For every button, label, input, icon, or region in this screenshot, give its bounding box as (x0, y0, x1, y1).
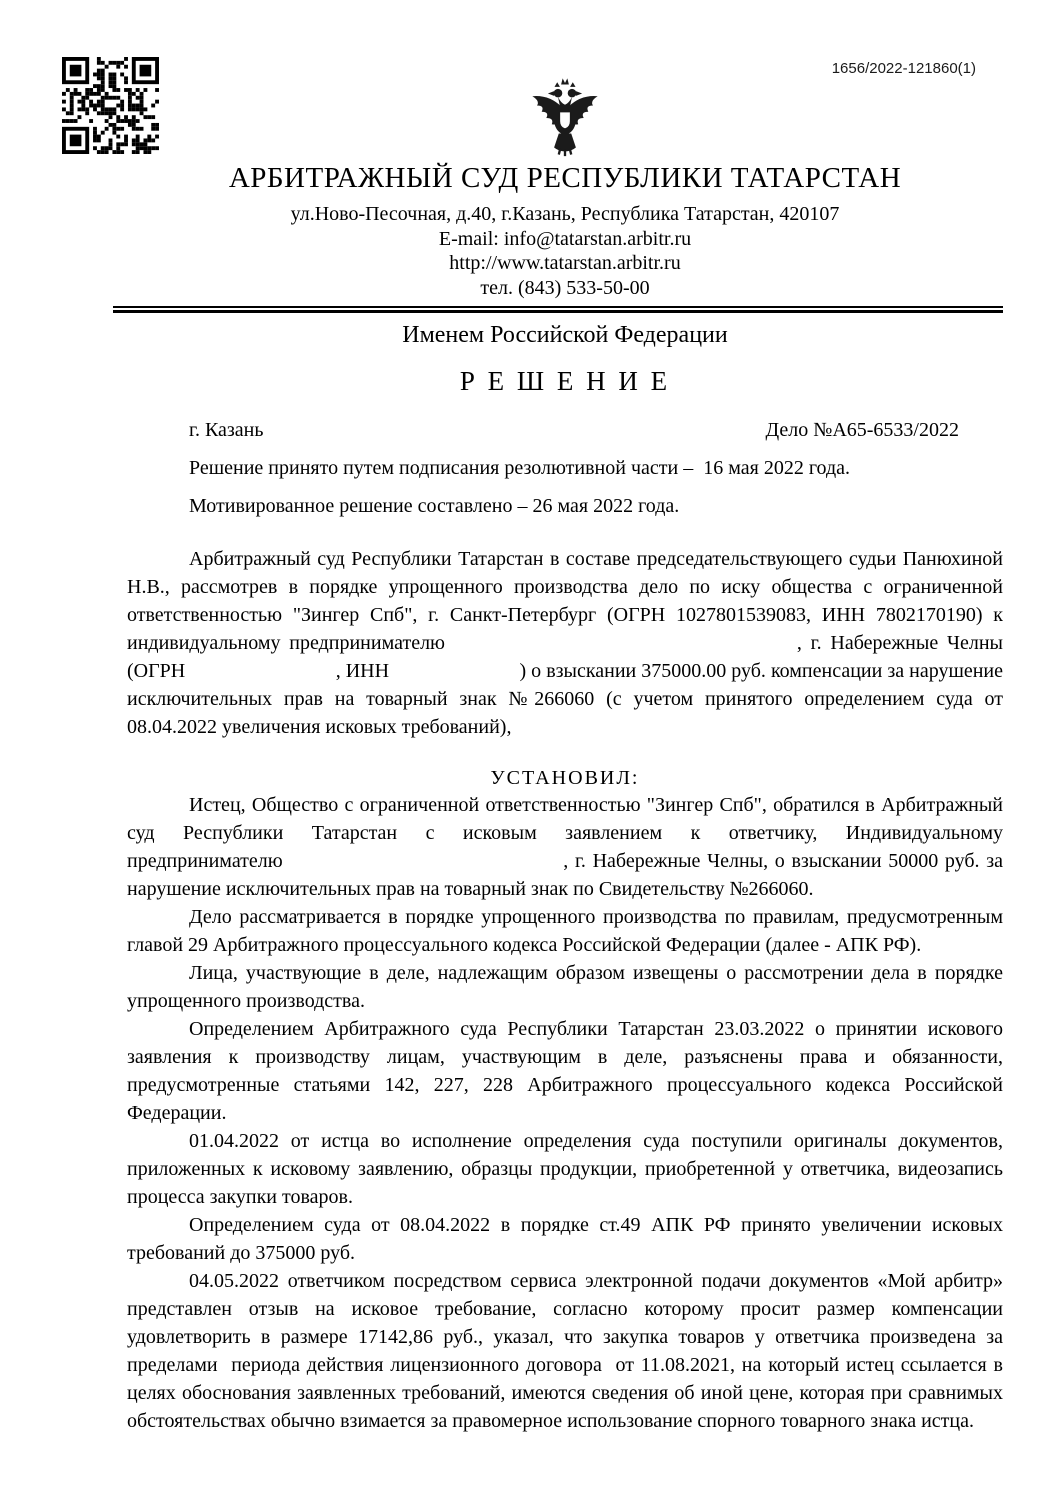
section-heading-ustanovil: УСТАНОВИЛ: (490, 767, 640, 789)
document-number: 1656/2022-121860(1) (831, 60, 976, 77)
case-info-row (127, 419, 1003, 442)
emblem-container (127, 0, 1003, 160)
body-paragraph: Определением Арбитражного суда Республики Татарстан 23.03.2022 о принятии искового заявления к производству лицам, участвующим в деле, разъяснены права и обязанности, предусмотренные статьями 142, 227, 228 Арбитражного процессуального кодекса Российской Федерации. (127, 1018, 1003, 1124)
resolution-date-line: Решение принято путем подписания резолютивной части – 16 мая 2022 года. (189, 457, 850, 479)
body-paragraph: 01.04.2022 от истца во исполнение определения суда поступили оригиналы документов, приложенных к исковому заявлению, образцы продукции, приобретенной у ответчика, видеозапись процесса закупки товаров. (127, 1130, 1003, 1208)
body-paragraph: Истец, Общество с ограниченной ответственностью "Зингер Спб", обратился в Арбитражный суд Республики Татарстан с исковым заявлением к ответчику, Индивидуальному предпринимателю , г. Набережные Челны, о взыскании 50000 руб. за нарушение исключительных прав на товарный знак по Свидетельству №266060. (127, 794, 1003, 900)
russian-coat-of-arms-icon (526, 76, 604, 160)
case-number: Дело №А65-6533/2022 (765, 419, 959, 441)
document-content (127, 0, 1003, 1435)
header-divider (113, 306, 1003, 313)
body-paragraph: Лица, участвующие в деле, надлежащим образом извещены о рассмотрении дела в порядке упрощенного производства. (127, 962, 1003, 1012)
court-address: ул.Ново-Песочная, д.40, г.Казань, Республика Татарстан, 420107 (290, 203, 840, 225)
court-email: E-mail: info@tatarstan.arbitr.ru (438, 227, 692, 250)
body-paragraph: Дело рассматривается в порядке упрощенного производства по правилам, предусмотренным главой 29 Арбитражного процессуального кодекса Российской Федерации (далее - АПК РФ). (127, 906, 1003, 956)
body-paragraph: 04.05.2022 ответчиком посредством сервиса электронной подачи документов «Мой арбитр» представлен отзыв на исковое требование, согласно которому просит размер компенсации удовлетворить в размере 17142,86 руб., указал, что закупка товаров у ответчика произведена за пределами периода действия лицензионного договора от 11.08.2021, на который истец ссылается в целях обоснования заявленных требований, имеются сведения об иной цене, которая при сравнимых обстоятельствах обычно взимается за правомерное использование спорного товарного знака истца. (127, 1270, 1003, 1432)
city-label: г. Казань (189, 419, 264, 441)
decision-title: Р Е Ш Е Н И Е (459, 366, 671, 396)
in-the-name-line: Именем Российской Федерации (402, 322, 728, 348)
court-name: АРБИТРАЖНЫЙ СУД РЕСПУБЛИКИ ТАТАРСТАН (228, 162, 902, 194)
intro-paragraph: Арбитражный суд Республики Татарстан в составе председательствующего судьи Панюхиной Н.В., рассмотрев в порядке упрощенного производства дело по иску общества с ограниченной ответственностью "Зингер Спб", г. Санкт-Петербург (ОГРН 1027801539083, ИНН 7802170190) к индивидуальному предпринимателю , г. Набережные Челны (ОГРН , ИНН ) о взыскании 375000.00 руб. компенсации за нарушение исключительных прав на товарный знак №266060 (с учетом принятого определением суда от 08.04.2022 увеличения исковых требований), (127, 548, 1003, 738)
qr-code-icon (62, 57, 159, 154)
motivated-date-line: Мотивированное решение составлено – 26 мая 2022 года. (189, 495, 680, 517)
body-paragraph: Определением суда от 08.04.2022 в порядке ст.49 АПК РФ принято увеличении исковых требований до 375000 руб. (127, 1214, 1003, 1264)
court-website: http://www.tatarstan.arbitr.ru (449, 252, 681, 274)
court-phone: тел. (843) 533-50-00 (480, 276, 650, 299)
court-contact-block (127, 202, 1003, 300)
